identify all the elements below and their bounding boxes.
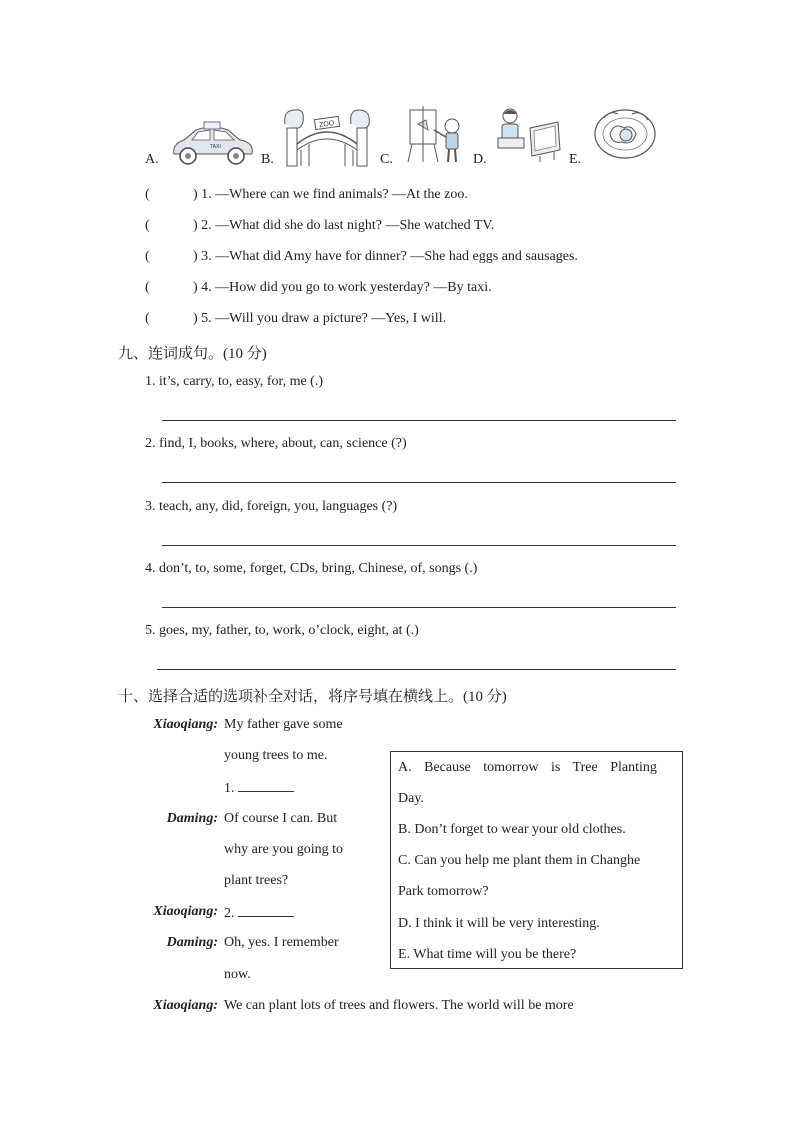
dialogue-line: young trees to me. (224, 748, 328, 763)
dialogue-line: why are you going to (224, 842, 343, 857)
answer-line-1[interactable] (162, 420, 676, 421)
dialogue-line: Oh, yes. I remember (224, 935, 339, 950)
choice-line: Park tomorrow? (398, 884, 489, 899)
option-letter-d: D. (473, 152, 487, 167)
answer-paren-close: ) (193, 218, 198, 233)
dialogue-speaker: Daming: (166, 935, 218, 950)
dialogue-blank-2[interactable] (238, 904, 294, 917)
choice-line: Day. (398, 791, 424, 806)
dialogue-blank-row-2 (224, 904, 294, 922)
choice-line: C. Can you help me plant them in Changhe (398, 853, 641, 868)
dialogue-line: now. (224, 967, 251, 982)
question-text: 1. —Where can we find animals? —At the zoo. (201, 187, 468, 202)
section-9-title: 九、连词成句。 (118, 344, 224, 362)
question-row (145, 218, 494, 234)
boy-drawing-icon (404, 104, 468, 164)
taxi-icon (166, 118, 258, 168)
answer-paren-close: ) (193, 249, 198, 264)
answer-line-3[interactable] (162, 545, 676, 546)
zoo-sign: ZOO (318, 120, 335, 130)
dialogue-line: Of course I can. But (224, 811, 338, 826)
dialogue-speaker: Xiaoqiang: (153, 998, 218, 1013)
choice-line: A. Because tomorrow is Tree Planting (398, 760, 657, 775)
blank-number-2: 2. (224, 906, 235, 921)
eggs-plate-icon (592, 106, 658, 164)
option-letter-e: E. (569, 152, 582, 167)
answer-paren-close: ) (193, 311, 198, 326)
dialogue-line: We can plant lots of trees and flowers. The world will be more (224, 998, 574, 1013)
answer-paren-open: ( (145, 280, 150, 295)
answer-paren-close: ) (193, 280, 198, 295)
sentence-item-3: 3. teach, any, did, foreign, you, languages (?) (145, 499, 398, 514)
dialogue-line: plant trees? (224, 873, 289, 888)
dialogue-blank-1[interactable] (238, 779, 294, 792)
answer-paren-open: ( (145, 218, 150, 233)
dialogue-blank-row-1 (224, 779, 294, 797)
question-text: 5. —Will you draw a picture? —Yes, I will. (201, 311, 447, 326)
blank-number-1: 1. (224, 781, 235, 796)
dialogue-speaker: Daming: (166, 811, 218, 826)
section-9-heading (118, 342, 267, 363)
answer-line-2[interactable] (162, 482, 676, 483)
taxi-sign: TAXI (210, 144, 221, 150)
question-row (145, 280, 492, 296)
choice-line: B. Don’t forget to wear your old clothes. (398, 822, 626, 837)
answer-paren-open: ( (145, 311, 150, 326)
sentence-item-5: 5. goes, my, father, to, work, o’clock, eight, at (.) (145, 623, 419, 638)
sentence-item-1: 1. it’s, carry, to, easy, for, me (.) (145, 374, 324, 389)
dialogue-line: My father gave some (224, 717, 343, 732)
zoo-gate-icon (281, 104, 373, 168)
dialogue-speaker: Xiaoqiang: (153, 904, 218, 919)
choice-line: E. What time will you be there? (398, 947, 577, 962)
answer-line-5[interactable] (157, 669, 676, 670)
choice-line: D. I think it will be very interesting. (398, 916, 600, 931)
question-text: 3. —What did Amy have for dinner? —She had eggs and sausages. (201, 249, 578, 264)
option-letter-c: C. (380, 152, 393, 167)
question-text: 4. —How did you go to work yesterday? —By taxi. (201, 280, 492, 295)
section-10-title: 十、选择合适的选项补全对话，将序号填在横线上。 (118, 687, 464, 705)
question-row (145, 311, 446, 327)
answer-line-4[interactable] (162, 607, 676, 608)
question-row (145, 187, 468, 203)
section-10-score: (10 分) (463, 689, 507, 705)
answer-paren-close: ) (193, 187, 198, 202)
sentence-item-4: 4. don’t, to, some, forget, CDs, bring, Chinese, of, songs (.) (145, 561, 478, 576)
dialogue-speaker: Xiaoqiang: (153, 717, 218, 732)
sentence-item-2: 2. find, I, books, where, about, can, science (?) (145, 436, 407, 451)
section-10-heading (118, 685, 507, 706)
option-letter-a: A. (145, 152, 159, 167)
question-text: 2. —What did she do last night? —She watched TV. (201, 218, 495, 233)
answer-paren-open: ( (145, 249, 150, 264)
question-row (145, 249, 578, 265)
girl-watching-tv-icon (496, 104, 564, 164)
section-9-score: (10 分) (223, 346, 267, 362)
option-letter-b: B. (261, 152, 274, 167)
answer-paren-open: ( (145, 187, 150, 202)
